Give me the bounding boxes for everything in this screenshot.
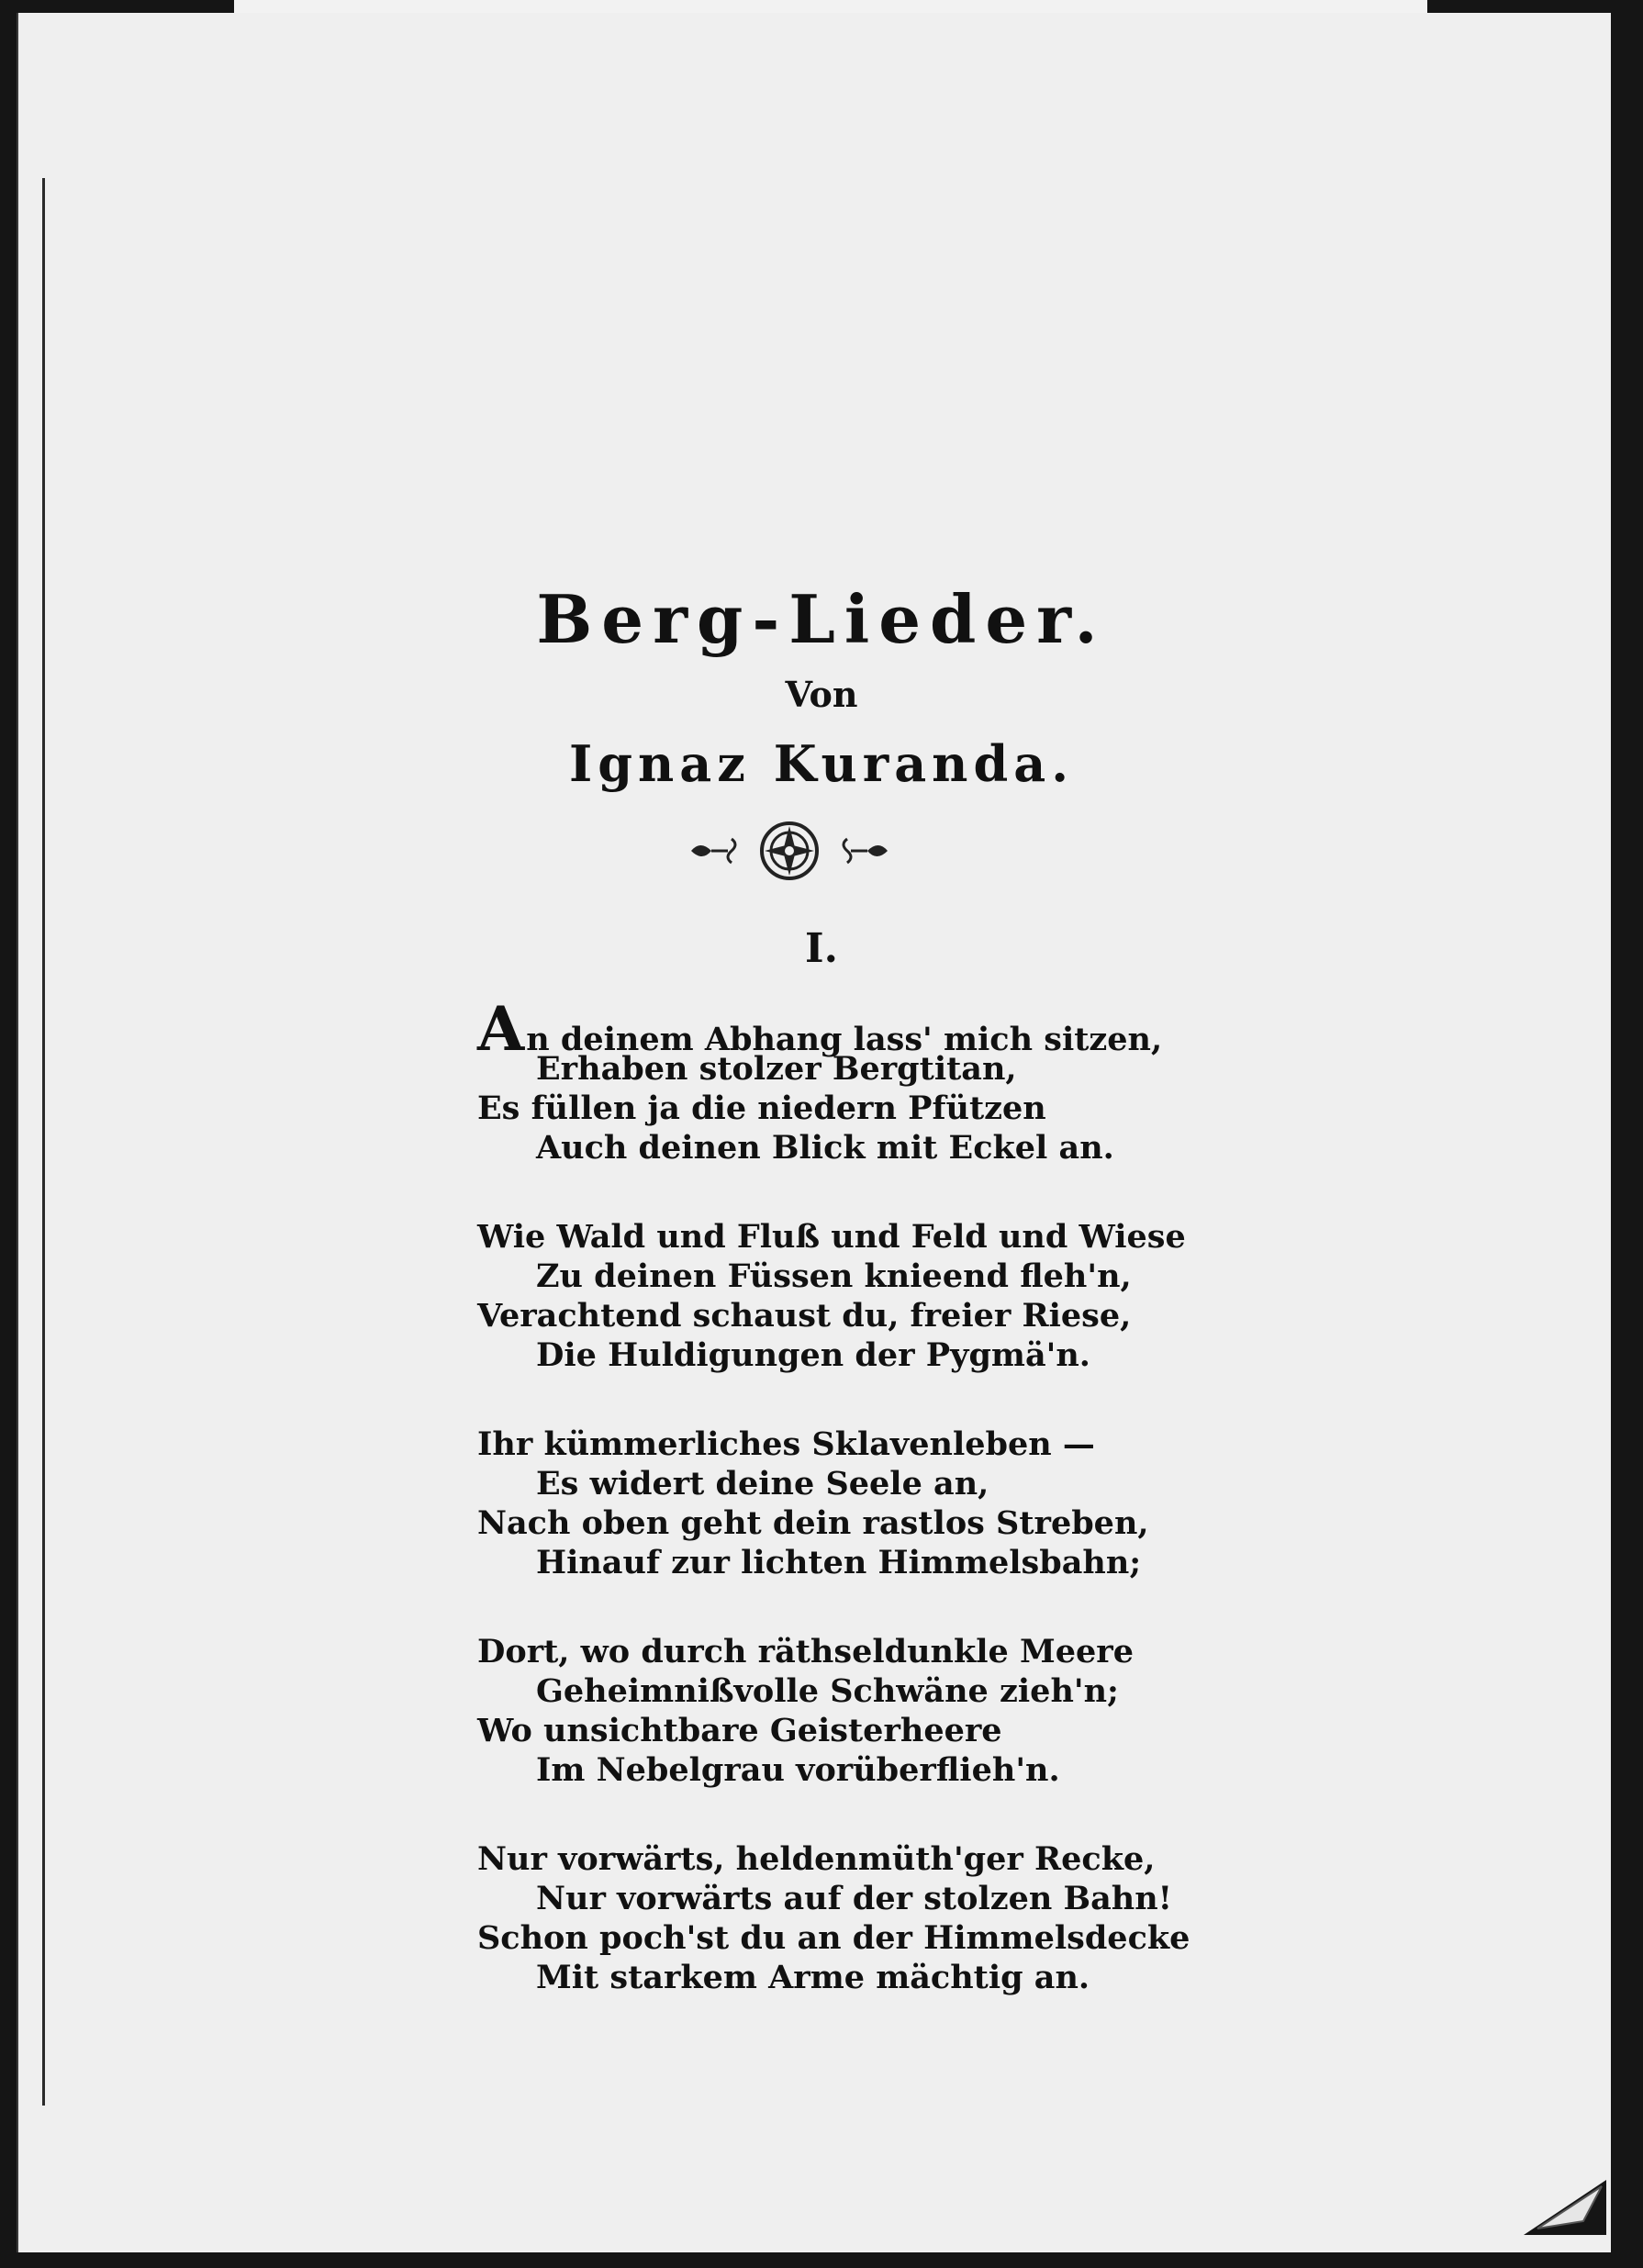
stanza-5 [477, 1839, 1212, 1997]
top-page-edge [234, 0, 1427, 13]
poem-line: Nur vorwärts, heldenmüth'ger Recke, [477, 1840, 1156, 1878]
poem-line: Mit starkem Arme mächtig an. [536, 1959, 1090, 1996]
poem-line: Es füllen ja die niedern Pfützen [477, 1089, 1046, 1127]
poem-line: Es widert deine Seele an, [536, 1465, 989, 1503]
poem-line: Auch deinen Blick mit Eckel an. [536, 1129, 1114, 1167]
poem-line [477, 993, 1212, 1065]
page-curl-icon [1519, 2175, 1611, 2240]
poem-line: Im Nebelgrau vorüberflieh'n. [536, 1751, 1060, 1789]
byline: Von [785, 674, 858, 715]
stanza-2 [477, 1217, 1212, 1375]
poem-line: Ihr kümmerliches Sklavenleben — [477, 1425, 1095, 1463]
poem-line: Hinauf zur lichten Himmelsbahn; [536, 1544, 1142, 1581]
drop-cap: A [477, 993, 525, 1065]
poem-line: Erhaben stolzer Bergtitan, [536, 1050, 1017, 1088]
ornament-vignette [684, 819, 895, 883]
stanza-3 [477, 1424, 1212, 1582]
poem-line: Zu deinen Füssen knieend fleh'n, [536, 1257, 1132, 1295]
poem-line: Schon poch'st du an der Himmelsdecke [477, 1919, 1190, 1957]
poem-line: Nach oben geht dein rastlos Streben, [477, 1504, 1149, 1542]
author-name: Ignaz Kuranda. [569, 734, 1074, 793]
page-title: Berg-Lieder. [536, 580, 1107, 658]
poem-line: Geheimnißvolle Schwäne zieh'n; [536, 1672, 1119, 1710]
poem-line-text: n deinem Abhang lass' mich sitzen, [526, 1021, 1163, 1058]
poem-line: Wie Wald und Fluß und Feld und Wiese [477, 1218, 1186, 1256]
poem-line: Wo unsichtbare Geisterheere [477, 1712, 1002, 1749]
poem [477, 993, 1212, 2047]
poem-line: Nur vorwärts auf der stolzen Bahn! [536, 1880, 1173, 1917]
poem-line: Dort, wo durch räthseldunkle Meere [477, 1633, 1134, 1670]
binding-edge [42, 178, 45, 2106]
stanza-4 [477, 1632, 1212, 1790]
poem-line: Die Huldigungen der Pygmä'n. [536, 1336, 1090, 1374]
poem-line: Verachtend schaust du, freier Riese, [477, 1297, 1132, 1335]
stanza-1 [477, 993, 1212, 1168]
section-numeral: I. [805, 925, 838, 972]
